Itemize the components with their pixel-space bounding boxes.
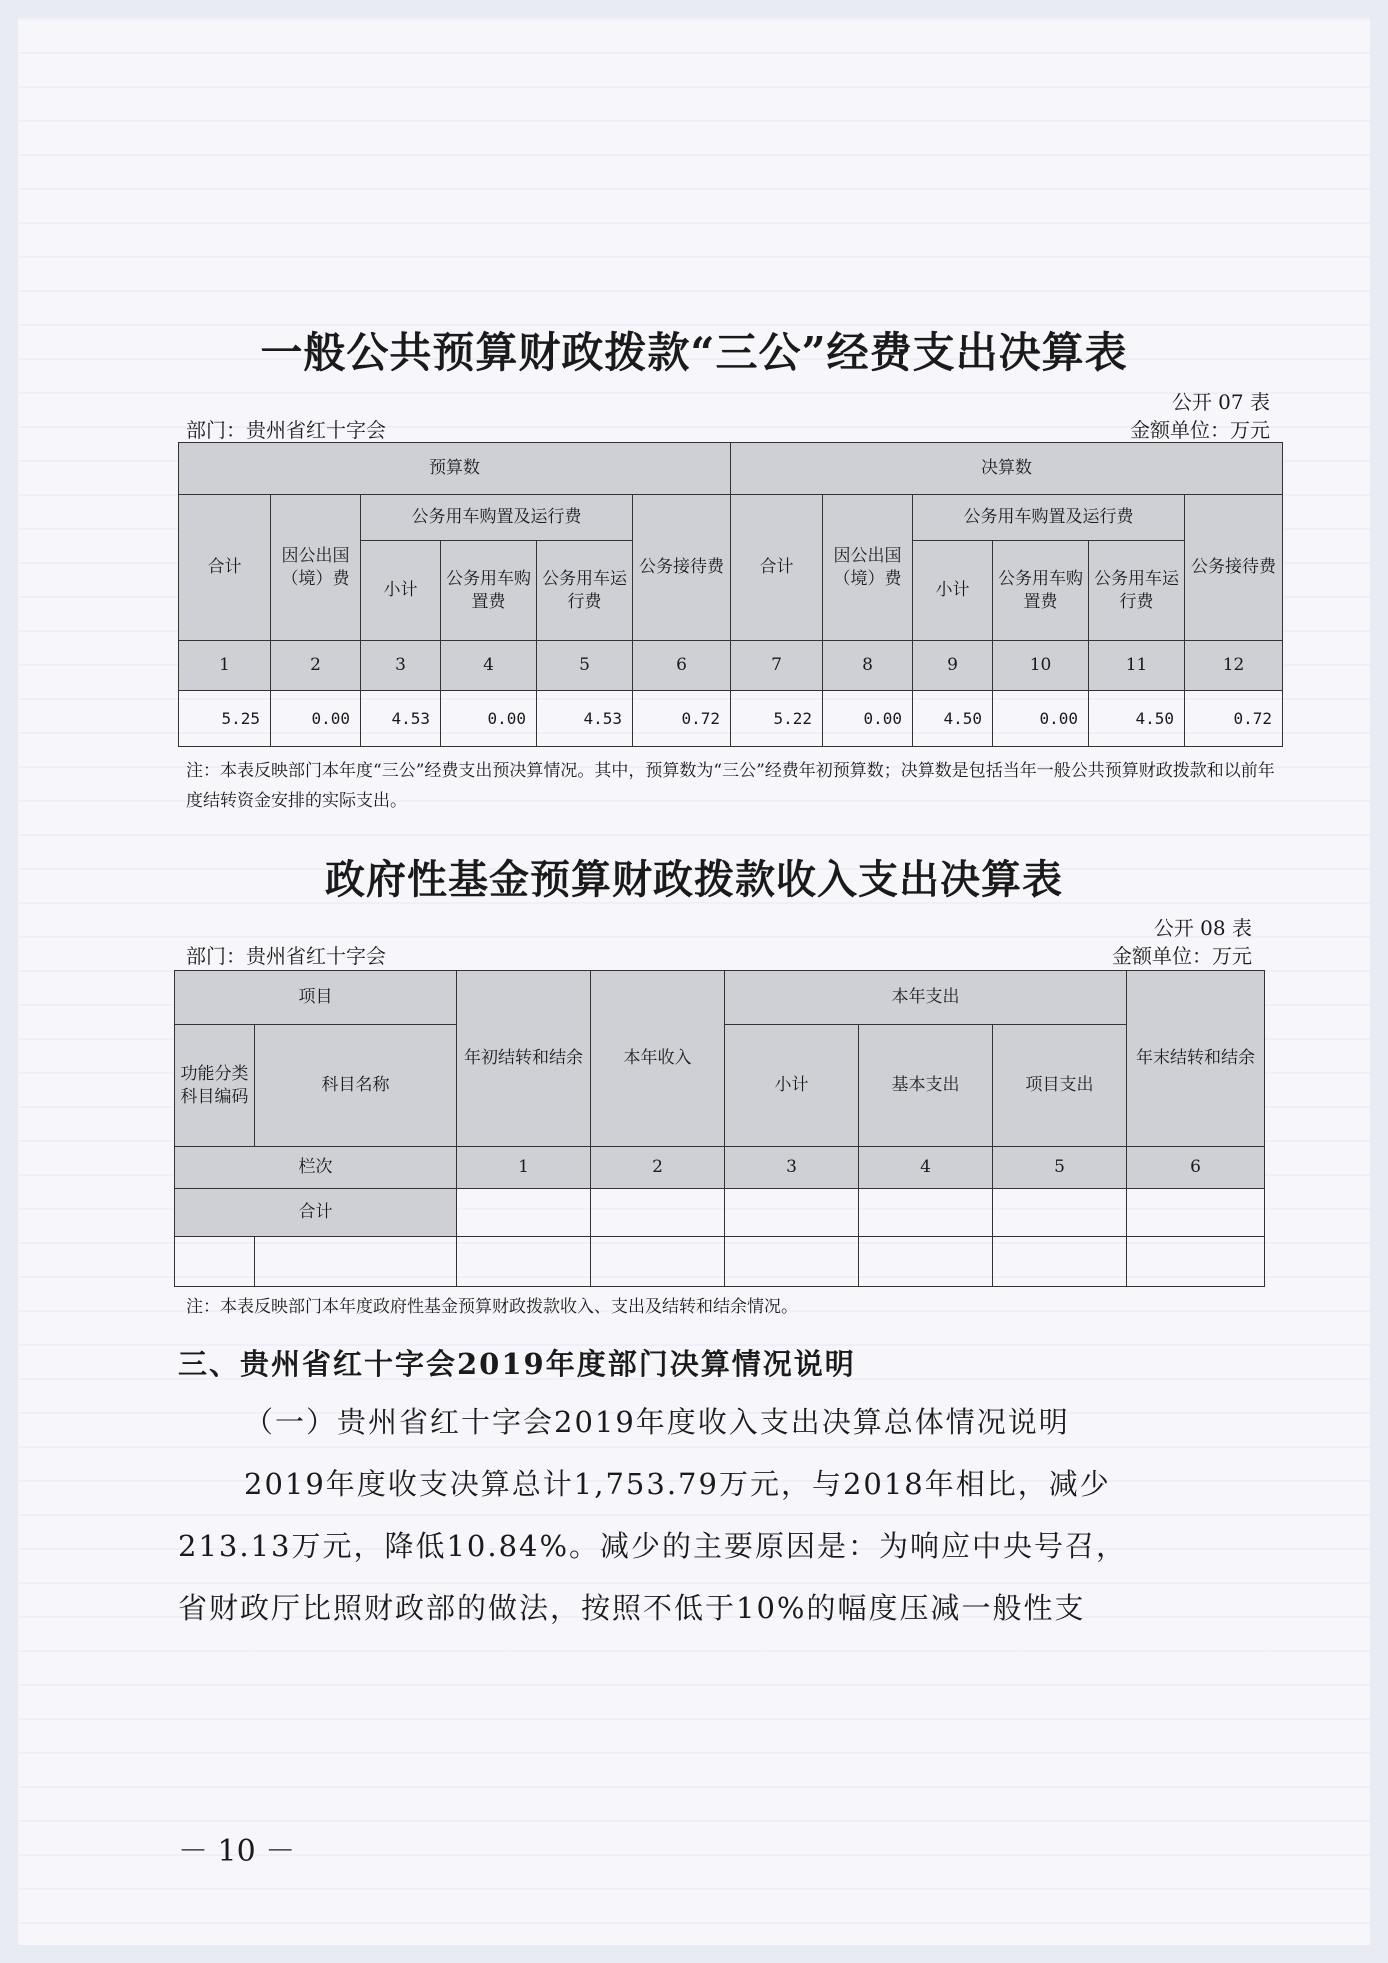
end-balance-header: 年末结转和结余 bbox=[1127, 971, 1265, 1147]
table2-form-number: 公开 08 表 bbox=[1153, 916, 1252, 940]
budget-car-buy-header: 公务用车购置费 bbox=[441, 541, 537, 641]
final-subtotal-header: 小计 bbox=[913, 541, 993, 641]
empty-cell bbox=[175, 1237, 255, 1287]
item-header: 项目 bbox=[175, 971, 457, 1025]
empty-cell bbox=[1127, 1189, 1265, 1237]
empty-cell bbox=[255, 1237, 457, 1287]
column-number: 1 bbox=[179, 641, 271, 691]
table2-note: 注：本表反映部门本年度政府性基金预算财政拨款收入、支出及结转和结余情况。 bbox=[186, 1297, 798, 1317]
column-number: 2 bbox=[271, 641, 361, 691]
table2-department: 部门：贵州省红十字会 bbox=[186, 944, 386, 968]
basic-expense-header: 基本支出 bbox=[859, 1025, 993, 1147]
budget-group-header: 预算数 bbox=[179, 443, 731, 495]
project-expense-header: 项目支出 bbox=[993, 1025, 1127, 1147]
column-number: 3 bbox=[725, 1147, 859, 1189]
expense-header: 本年支出 bbox=[725, 971, 1127, 1025]
table2-unit: 金额单位：万元 bbox=[1112, 944, 1252, 968]
column-number: 11 bbox=[1089, 641, 1185, 691]
final-abroad-header: 因公出国（境）费 bbox=[823, 495, 913, 641]
column-number: 4 bbox=[441, 641, 537, 691]
column-number: 2 bbox=[591, 1147, 725, 1189]
column-number: 6 bbox=[633, 641, 731, 691]
column-number: 5 bbox=[993, 1147, 1127, 1189]
budget-subtotal-header: 小计 bbox=[361, 541, 441, 641]
empty-cell bbox=[859, 1237, 993, 1287]
budget-abroad-header: 因公出国（境）费 bbox=[271, 495, 361, 641]
value-cell: 5.25 bbox=[179, 691, 271, 747]
function-code-header: 功能分类科目编码 bbox=[175, 1025, 255, 1147]
column-number: 8 bbox=[823, 641, 913, 691]
row-column-label: 栏次 bbox=[175, 1147, 457, 1189]
column-number: 5 bbox=[537, 641, 633, 691]
section-heading: 三、贵州省红十字会2019年度部门决算情况说明 bbox=[178, 1347, 856, 1381]
empty-cell bbox=[725, 1237, 859, 1287]
final-car-buy-header: 公务用车购置费 bbox=[993, 541, 1089, 641]
column-number: 1 bbox=[457, 1147, 591, 1189]
column-number: 10 bbox=[993, 641, 1089, 691]
table2-title: 政府性基金预算财政拨款收入支出决算表 bbox=[325, 856, 1063, 903]
column-number: 9 bbox=[913, 641, 993, 691]
budget-car-header: 公务用车购置及运行费 bbox=[361, 495, 633, 541]
section-subheading: （一）贵州省红十字会2019年度收入支出决算总体情况说明 bbox=[244, 1405, 1070, 1439]
final-reception-header: 公务接待费 bbox=[1185, 495, 1283, 641]
column-number: 12 bbox=[1185, 641, 1283, 691]
empty-cell bbox=[993, 1189, 1127, 1237]
subject-name-header: 科目名称 bbox=[255, 1025, 457, 1147]
final-total-header: 合计 bbox=[731, 495, 823, 641]
paragraph-line: 2019年度收支决算总计1,753.79万元，与2018年相比，减少 bbox=[244, 1467, 1111, 1501]
final-car-header: 公务用车购置及运行费 bbox=[913, 495, 1185, 541]
table1-department: 部门：贵州省红十字会 bbox=[186, 418, 386, 442]
table1-note: 注：本表反映部门本年度“三公”经费支出预决算情况。其中，预算数为“三公”经费年初预算数；决算数是包括当年一般公共预算财政拨款和以前年度结转资金安排的实际支出。 bbox=[186, 761, 1275, 811]
page-number: － 10 － bbox=[178, 1834, 296, 1869]
three-public-expenses-table bbox=[178, 442, 1283, 747]
total-row-label: 合计 bbox=[175, 1189, 457, 1237]
empty-cell bbox=[1127, 1237, 1265, 1287]
empty-cell bbox=[725, 1189, 859, 1237]
begin-balance-header: 年初结转和结余 bbox=[457, 971, 591, 1147]
government-fund-table bbox=[174, 970, 1265, 1287]
expense-subtotal-header: 小计 bbox=[725, 1025, 859, 1147]
value-cell: 0.00 bbox=[441, 691, 537, 747]
column-number: 6 bbox=[1127, 1147, 1265, 1189]
column-number: 4 bbox=[859, 1147, 993, 1189]
value-cell: 0.00 bbox=[993, 691, 1089, 747]
empty-cell bbox=[993, 1237, 1127, 1287]
value-cell: 4.50 bbox=[913, 691, 993, 747]
paragraph-line: 省财政厅比照财政部的做法，按照不低于10%的幅度压减一般性支 bbox=[178, 1591, 1086, 1625]
empty-cell bbox=[591, 1189, 725, 1237]
empty-cell bbox=[591, 1237, 725, 1287]
value-cell: 0.72 bbox=[1185, 691, 1283, 747]
income-header: 本年收入 bbox=[591, 971, 725, 1147]
budget-reception-header: 公务接待费 bbox=[633, 495, 731, 641]
value-cell: 0.72 bbox=[633, 691, 731, 747]
value-cell: 4.53 bbox=[361, 691, 441, 747]
final-group-header: 决算数 bbox=[731, 443, 1283, 495]
budget-car-run-header: 公务用车运行费 bbox=[537, 541, 633, 641]
value-cell: 4.50 bbox=[1089, 691, 1185, 747]
final-car-run-header: 公务用车运行费 bbox=[1089, 541, 1185, 641]
value-cell: 4.53 bbox=[537, 691, 633, 747]
value-cell: 5.22 bbox=[731, 691, 823, 747]
table1-unit: 金额单位：万元 bbox=[1130, 418, 1270, 442]
table1-form-number: 公开 07 表 bbox=[1171, 390, 1270, 414]
value-cell: 0.00 bbox=[271, 691, 361, 747]
empty-cell bbox=[457, 1237, 591, 1287]
value-cell: 0.00 bbox=[823, 691, 913, 747]
budget-total-header: 合计 bbox=[179, 495, 271, 641]
paragraph-line: 213.13万元，降低10.84%。减少的主要原因是：为响应中央号召， bbox=[178, 1529, 1128, 1563]
column-number: 3 bbox=[361, 641, 441, 691]
table1-title: 一般公共预算财政拨款“三公”经费支出决算表 bbox=[260, 328, 1128, 377]
column-number: 7 bbox=[731, 641, 823, 691]
empty-cell bbox=[457, 1189, 591, 1237]
empty-cell bbox=[859, 1189, 993, 1237]
